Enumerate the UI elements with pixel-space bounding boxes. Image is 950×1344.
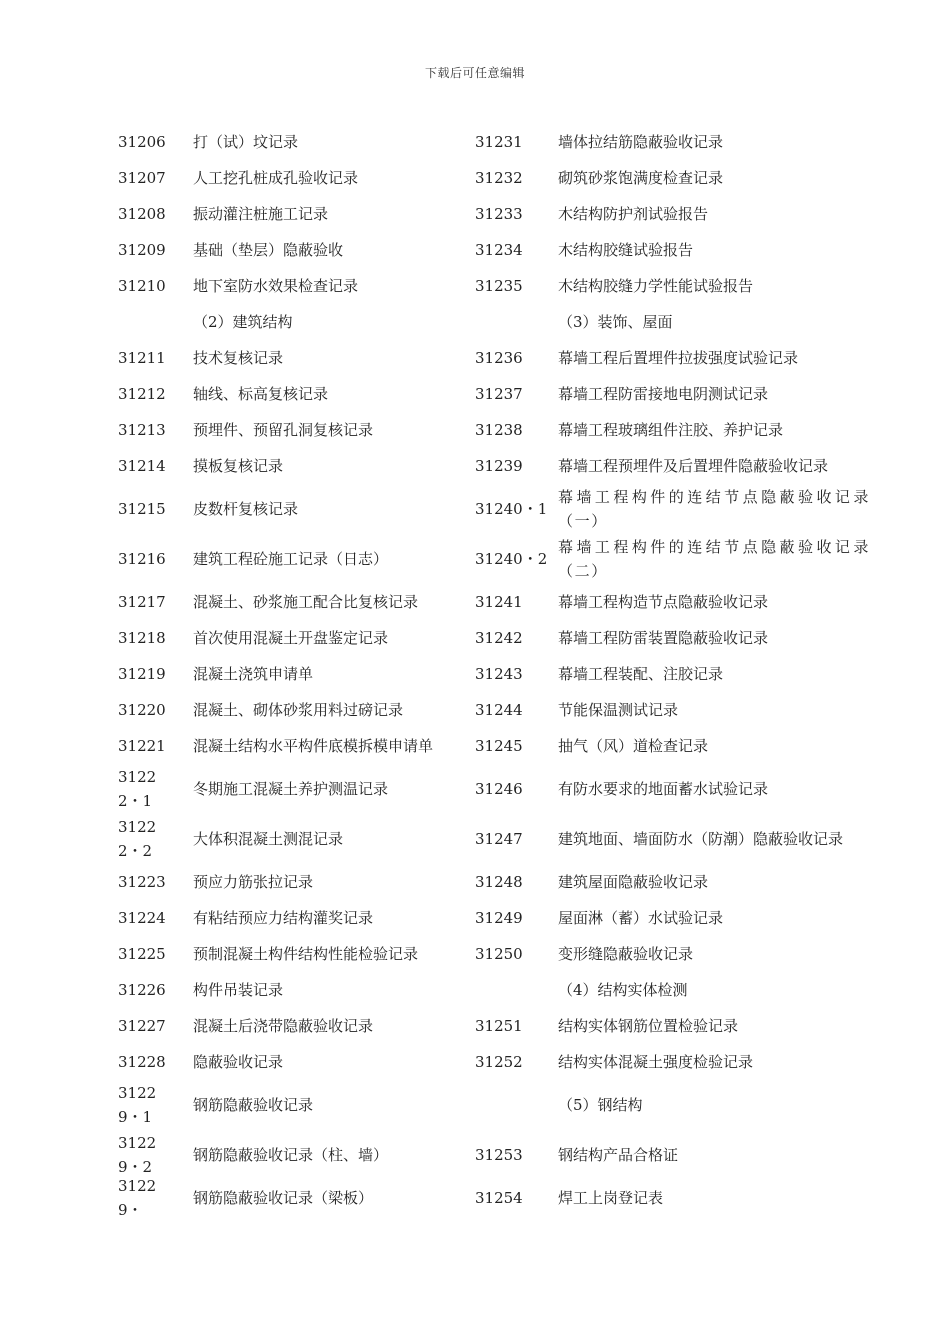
table-row <box>118 692 878 728</box>
left-name: 建筑工程砼施工记录（日志） <box>193 550 389 568</box>
section-heading-row <box>118 304 878 340</box>
table-row <box>118 814 878 864</box>
right-code: 31241 <box>475 593 523 611</box>
left-code: 31208 <box>118 205 166 223</box>
left-code: 31216 <box>118 550 166 568</box>
left-name: 大体积混凝土测混记录 <box>193 830 344 848</box>
right-name: 木结构胶缝试验报告 <box>558 241 694 259</box>
table-row <box>118 232 878 268</box>
left-name: 混凝土后浇带隐蔽验收记录 <box>193 1017 374 1035</box>
right-code <box>475 972 555 1008</box>
left-name: 首次使用混凝土开盘鉴定记录 <box>193 629 389 647</box>
table-row <box>118 268 878 304</box>
right-name: 幕墙工程构件的连结节点隐蔽验收记录（一） <box>558 488 870 530</box>
left-name: 技术复核记录 <box>193 349 284 367</box>
table-row <box>118 864 878 900</box>
left-name: 地下室防水效果检查记录 <box>193 277 359 295</box>
left-name: 预制混凝土构件结构性能检验记录 <box>193 945 419 963</box>
left-code: 31209 <box>118 241 166 259</box>
table-row <box>118 972 878 1008</box>
right-name: 结构实体混凝土强度检验记录 <box>558 1053 754 1071</box>
right-code: 31249 <box>475 909 523 927</box>
left-name: 混凝土浇筑申请单 <box>193 665 314 683</box>
left-code: 31228 <box>118 1053 166 1071</box>
left-name: 基础（垫层）隐蔽验收 <box>193 241 344 259</box>
left-name: 混凝土结构水平构件底模拆模申请单 <box>193 737 434 755</box>
right-code: 31251 <box>475 1017 523 1035</box>
section-heading-left: （2）建筑结构 <box>193 313 293 331</box>
left-name: 摸板复核记录 <box>193 457 284 475</box>
section-heading-right: （5）钢结构 <box>558 1096 643 1114</box>
right-code: 31247 <box>475 830 523 848</box>
right-code: 31240・2 <box>475 550 548 568</box>
section-heading-right: （3）装饰、屋面 <box>558 313 673 331</box>
left-name: 有粘结预应力结构灌奖记录 <box>193 909 374 927</box>
right-code: 31242 <box>475 629 523 647</box>
left-code: 31211 <box>118 349 166 367</box>
left-code: 31217 <box>118 593 166 611</box>
table-row <box>118 1008 878 1044</box>
left-code: 31215 <box>118 500 166 518</box>
left-name: 隐蔽验收记录 <box>193 1053 284 1071</box>
right-code: 31233 <box>475 205 523 223</box>
left-code: 31222・1 <box>118 768 157 810</box>
left-code: 31219 <box>118 665 166 683</box>
left-name: 预埋件、预留孔洞复核记录 <box>193 421 374 439</box>
table-row <box>118 656 878 692</box>
right-code: 31239 <box>475 457 523 475</box>
left-code: 31227 <box>118 1017 166 1035</box>
left-code: 31224 <box>118 909 166 927</box>
table-row <box>118 412 878 448</box>
left-code: 31225 <box>118 945 166 963</box>
left-name: 振动灌注桩施工记录 <box>193 205 329 223</box>
right-code: 31246 <box>475 780 523 798</box>
left-code: 31229・ <box>118 1177 157 1219</box>
table-row <box>118 534 878 584</box>
table-row <box>118 160 878 196</box>
table-row <box>118 900 878 936</box>
right-code: 31238 <box>475 421 523 439</box>
right-name: 结构实体钢筋位置检验记录 <box>558 1017 739 1035</box>
left-code: 31229・1 <box>118 1084 157 1126</box>
table-row <box>118 936 878 972</box>
table-row <box>118 1130 878 1180</box>
right-name: 变形缝隐蔽验收记录 <box>558 945 694 963</box>
page-header: 下载后可任意编辑 <box>424 66 525 80</box>
left-code: 31222・2 <box>118 818 157 860</box>
table-row <box>118 124 878 160</box>
right-name: 幕墙工程构造节点隐蔽验收记录 <box>558 593 769 611</box>
right-code: 31243 <box>475 665 523 683</box>
left-code: 31214 <box>118 457 166 475</box>
right-name: 建筑屋面隐蔽验收记录 <box>558 873 709 891</box>
left-code: 31207 <box>118 169 166 187</box>
table-row <box>118 764 878 814</box>
right-name: 幕墙工程装配、注胶记录 <box>558 665 724 683</box>
right-name: 幕墙工程玻璃组件注胶、养护记录 <box>558 421 784 439</box>
right-code: 31245 <box>475 737 523 755</box>
left-code: 31226 <box>118 981 166 999</box>
right-name: 幕墙工程后置埋件拉拔强度试验记录 <box>558 349 799 367</box>
table-row <box>118 196 878 232</box>
table-row <box>118 1044 878 1080</box>
table-row <box>118 376 878 412</box>
right-name: 幕墙工程构件的连结节点隐蔽验收记录（二） <box>558 538 870 580</box>
right-name: 有防水要求的地面蓄水试验记录 <box>558 780 769 798</box>
left-name: 钢筋隐蔽验收记录（梁板） <box>193 1189 374 1207</box>
left-code: 31220 <box>118 701 166 719</box>
left-code: 31206 <box>118 133 166 151</box>
left-name: 钢筋隐蔽验收记录 <box>193 1096 314 1114</box>
right-name: 节能保温测试记录 <box>558 701 679 719</box>
left-name: 预应力筋张拉记录 <box>193 873 314 891</box>
left-name: 轴线、标高复核记录 <box>193 385 329 403</box>
right-name: 钢结构产品合格证 <box>558 1146 679 1164</box>
left-name: 皮数杆复核记录 <box>193 500 299 518</box>
right-code: 31235 <box>475 277 523 295</box>
right-name: 幕墙工程预埋件及后置埋件隐蔽验收记录 <box>558 457 829 475</box>
right-name: 幕墙工程防雷装置隐蔽验收记录 <box>558 629 769 647</box>
table-row <box>118 1080 878 1130</box>
right-code: 31250 <box>475 945 523 963</box>
table-row <box>118 484 878 534</box>
right-name: 墙体拉结筋隐蔽验收记录 <box>558 133 724 151</box>
table-row <box>118 340 878 376</box>
right-code: 31254 <box>475 1189 523 1207</box>
right-code: 31234 <box>475 241 523 259</box>
left-name: 人工挖孔桩成孔验收记录 <box>193 169 359 187</box>
right-name: 幕墙工程防雷接地电阴测试记录 <box>558 385 769 403</box>
left-code <box>118 304 190 340</box>
table-row <box>118 448 878 484</box>
left-code: 31210 <box>118 277 166 295</box>
right-code: 31232 <box>475 169 523 187</box>
record-index-table <box>118 124 878 1219</box>
right-name: 砌筑砂浆饱满度检查记录 <box>558 169 724 187</box>
left-name: 冬期施工混凝土养护测温记录 <box>193 780 389 798</box>
right-code: 31248 <box>475 873 523 891</box>
right-name: 焊工上岗登记表 <box>558 1189 664 1207</box>
right-code: 31252 <box>475 1053 523 1071</box>
left-name: 混凝土、砂浆施工配合比复核记录 <box>193 593 419 611</box>
left-code: 31223 <box>118 873 166 891</box>
right-name: 屋面淋（蓄）水试验记录 <box>558 909 724 927</box>
table-row <box>118 1177 878 1219</box>
left-code: 31221 <box>118 737 166 755</box>
right-name: 木结构防护剂试验报告 <box>558 205 709 223</box>
left-code: 31212 <box>118 385 166 403</box>
left-code: 31213 <box>118 421 166 439</box>
right-code <box>475 1080 555 1130</box>
left-name: 打（试）坟记录 <box>193 133 299 151</box>
right-code: 31236 <box>475 349 523 367</box>
right-name: 抽气（风）道检查记录 <box>558 737 709 755</box>
right-name: 建筑地面、墙面防水（防潮）隐蔽验收记录 <box>558 830 844 848</box>
right-code: 31231 <box>475 133 523 151</box>
left-code: 31218 <box>118 629 166 647</box>
right-code <box>475 304 555 340</box>
table-row <box>118 728 878 764</box>
right-code: 31237 <box>475 385 523 403</box>
left-name: 钢筋隐蔽验收记录（柱、墙） <box>193 1146 389 1164</box>
table-row <box>118 620 878 656</box>
left-code: 31229・2 <box>118 1134 157 1176</box>
left-name: 构件吊装记录 <box>193 981 284 999</box>
right-name: 木结构胶缝力学性能试验报告 <box>558 277 754 295</box>
right-code: 31244 <box>475 701 523 719</box>
right-code: 31240・1 <box>475 500 548 518</box>
table-row <box>118 584 878 620</box>
left-name: 混凝土、砌体砂浆用料过磅记录 <box>193 701 404 719</box>
right-code: 31253 <box>475 1146 523 1164</box>
section-heading-right: （4）结构实体检测 <box>558 981 688 999</box>
